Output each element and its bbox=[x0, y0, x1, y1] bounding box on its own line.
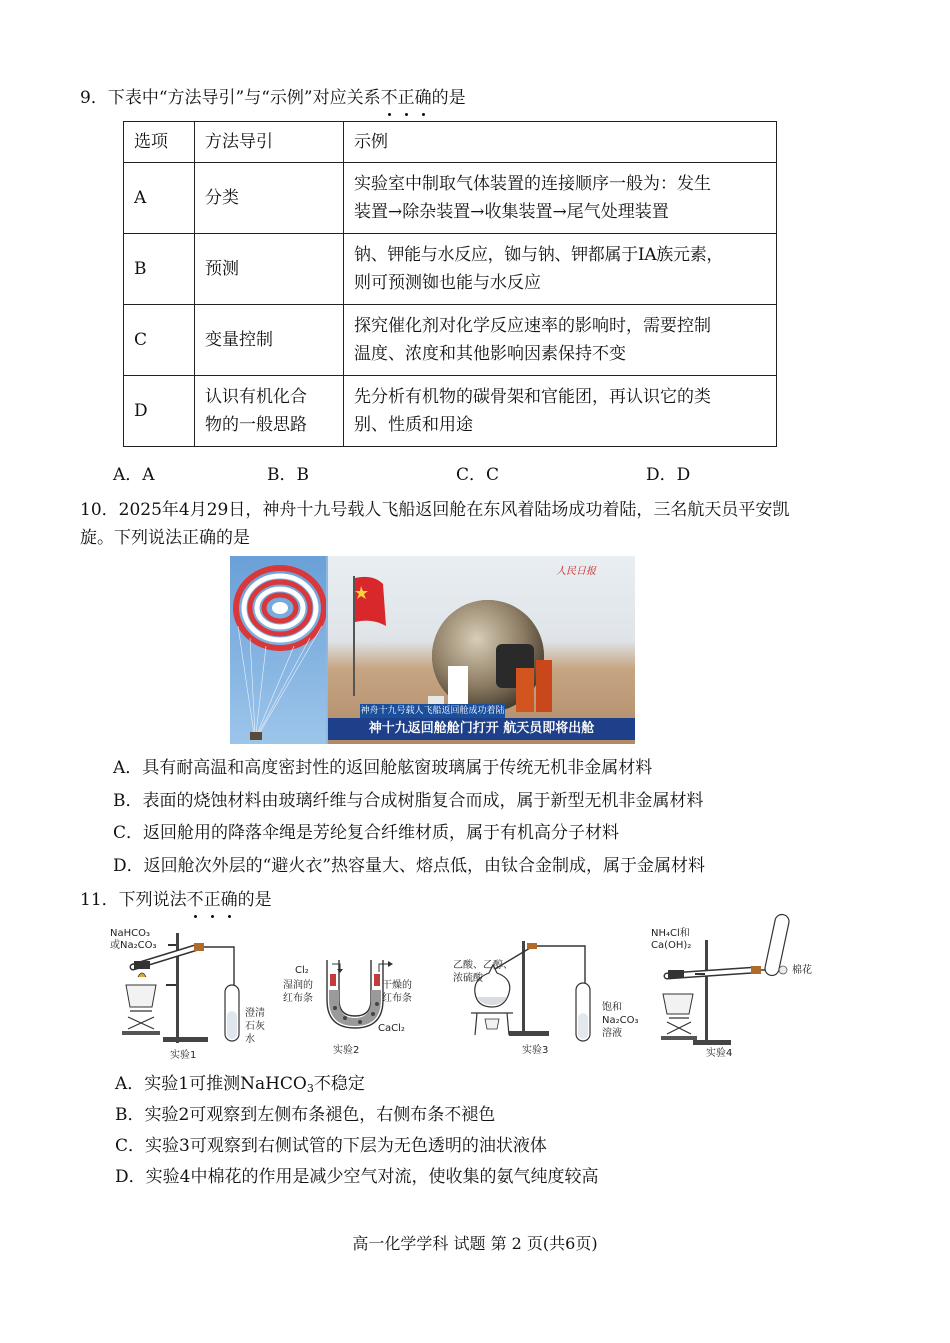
table-header-row bbox=[124, 122, 777, 163]
landing-photo bbox=[230, 556, 635, 744]
exp3-solution-1: 饱和 bbox=[602, 1002, 622, 1013]
parachute-icon bbox=[230, 556, 326, 744]
emphasis-char: 不 bbox=[380, 88, 398, 108]
exp1-label-1: 澄清 bbox=[245, 1008, 265, 1019]
row-option: B bbox=[124, 234, 195, 305]
emphasis-char: 不 bbox=[186, 890, 204, 910]
header-example: 示例 bbox=[344, 122, 777, 163]
exp1-label-3: 水 bbox=[245, 1034, 255, 1045]
row-option: A bbox=[124, 163, 195, 234]
q10-option-c[interactable]: C．返回舱用的降落伞绳是芳纶复合纤维材质，属于有机高分子材料 bbox=[113, 823, 620, 843]
row-example: 实验室中制取气体装置的连接顺序一般为：发生 装置→除杂装置→收集装置→尾气处理装置 bbox=[344, 163, 777, 234]
header-option: 选项 bbox=[124, 122, 195, 163]
q10-option-d[interactable]: D．返回舱次外层的“避火衣”热容量大、熔点低，由钛合金制成，属于金属材料 bbox=[113, 856, 706, 876]
exp1-reagent-2: 或Na₂CO₃ bbox=[110, 940, 157, 951]
q11-emphasis bbox=[187, 890, 238, 910]
q10-option-a[interactable]: A．具有耐高温和高度密封性的返回舱舷窗玻璃属于传统无机非金属材料 bbox=[113, 758, 653, 778]
news-banner-main: 神十九返回舱舱门打开 航天员即将出舱 bbox=[328, 718, 635, 740]
exp4-reagent-1: NH₄Cl和 bbox=[651, 928, 690, 939]
exp1-reagent-1: NaHCO₃ bbox=[110, 928, 150, 939]
table-row bbox=[124, 305, 777, 376]
row-example: 探究催化剂对化学反应速率的影响时，需要控制 温度、浓度和其他影响因素保持不变 bbox=[344, 305, 777, 376]
q9-choices bbox=[0, 463, 950, 487]
exp2-wet-1: 湿润的 bbox=[283, 980, 313, 991]
q9-table bbox=[123, 121, 777, 447]
table-row bbox=[124, 163, 777, 234]
exp3-reagent-1: 乙酸、乙醇、 bbox=[453, 960, 513, 971]
row-option: D bbox=[124, 376, 195, 447]
q11-stem: 11．下列说法不正确的是 bbox=[80, 890, 272, 910]
header-method: 方法导引 bbox=[195, 122, 344, 163]
emphasis-char: 确 bbox=[220, 890, 238, 910]
exp2-dry-2: 红布条 bbox=[382, 993, 412, 1004]
choice-a[interactable]: A．A bbox=[113, 465, 155, 485]
row-method: 认识有机化合 物的一般思路 bbox=[195, 376, 344, 447]
news-banner-small: 神舟十九号载人飞船返回舱成功着陆 bbox=[360, 706, 505, 716]
emphasis-char: 正 bbox=[397, 88, 415, 108]
row-method: 预测 bbox=[195, 234, 344, 305]
q11-option-c[interactable]: C．实验3可观察到右侧试管的下层为无色透明的油状液体 bbox=[115, 1136, 547, 1156]
q9-emphasis bbox=[381, 88, 432, 108]
q9-stem: 9．下表中“方法导引”与“示例”对应关系不正确的是 bbox=[80, 88, 466, 108]
emphasis-char: 确 bbox=[414, 88, 432, 108]
emphasis-char: 正 bbox=[203, 890, 221, 910]
row-example: 钠、钾能与水反应，铷与钠、钾都属于IA族元素， 则可预测铷也能与水反应 bbox=[344, 234, 777, 305]
exp2-desiccant: CaCl₂ bbox=[378, 1023, 405, 1034]
row-method: 变量控制 bbox=[195, 305, 344, 376]
exp1-label-2: 石灰 bbox=[245, 1021, 265, 1032]
exp4-caption: 实验4 bbox=[706, 1048, 733, 1059]
row-option: C bbox=[124, 305, 195, 376]
page-footer: 高一化学学科 试题 第 2 页(共6页) bbox=[352, 1234, 598, 1253]
row-example: 先分析有机物的碳骨架和官能团，再认识它的类 别、性质和用途 bbox=[344, 376, 777, 447]
news-logo: 人民日报 bbox=[556, 566, 596, 577]
exp3-reagent-2: 浓硫酸 bbox=[453, 973, 483, 984]
choice-d[interactable]: D．D bbox=[646, 465, 691, 485]
exp3-caption: 实验3 bbox=[522, 1045, 549, 1056]
exp3-solution-3: 溶液 bbox=[602, 1028, 622, 1039]
choice-c[interactable]: C．C bbox=[456, 465, 500, 485]
exp2-gas: Cl₂ bbox=[295, 965, 309, 976]
table-row bbox=[124, 234, 777, 305]
row-method: 分类 bbox=[195, 163, 344, 234]
q10-stem-line2: 旋。下列说法正确的是 bbox=[80, 528, 250, 548]
q11-option-a[interactable]: A．实验1可推测NaHCO$_3$不稳定 bbox=[115, 1074, 365, 1095]
exp1-caption: 实验1 bbox=[170, 1050, 197, 1061]
q11-option-d[interactable]: D．实验4中棉花的作用是减少空气对流，使收集的氨气纯度较高 bbox=[115, 1167, 599, 1187]
choice-b[interactable]: B．B bbox=[267, 465, 309, 485]
gas-in-arrow-icon bbox=[312, 960, 372, 974]
q11-option-b[interactable]: B．实验2可观察到左侧布条褪色，右侧布条不褪色 bbox=[115, 1105, 496, 1125]
exp3-solution-2: Na₂CO₃ bbox=[602, 1015, 639, 1026]
exp2-dry-1: 干燥的 bbox=[382, 980, 412, 991]
table-row bbox=[124, 376, 777, 447]
exp4-reagent-2: Ca(OH)₂ bbox=[651, 940, 692, 951]
q10-option-b[interactable]: B．表面的烧蚀材料由玻璃纤维与合成树脂复合而成，属于新型无机非金属材料 bbox=[113, 791, 704, 811]
q10-stem-line1: 10．2025年4月29日，神舟十九号载人飞船返回舱在东风着陆场成功着陆，三名航天员平安凯 bbox=[80, 500, 790, 520]
exp2-caption: 实验2 bbox=[333, 1045, 360, 1056]
gas-out-arrow-icon bbox=[373, 960, 403, 974]
parachute-photo bbox=[230, 556, 326, 744]
experiment3-apparatus-icon bbox=[465, 935, 615, 1045]
exp2-wet-2: 红布条 bbox=[283, 993, 313, 1004]
exp4-cotton: 棉花 bbox=[792, 965, 812, 976]
